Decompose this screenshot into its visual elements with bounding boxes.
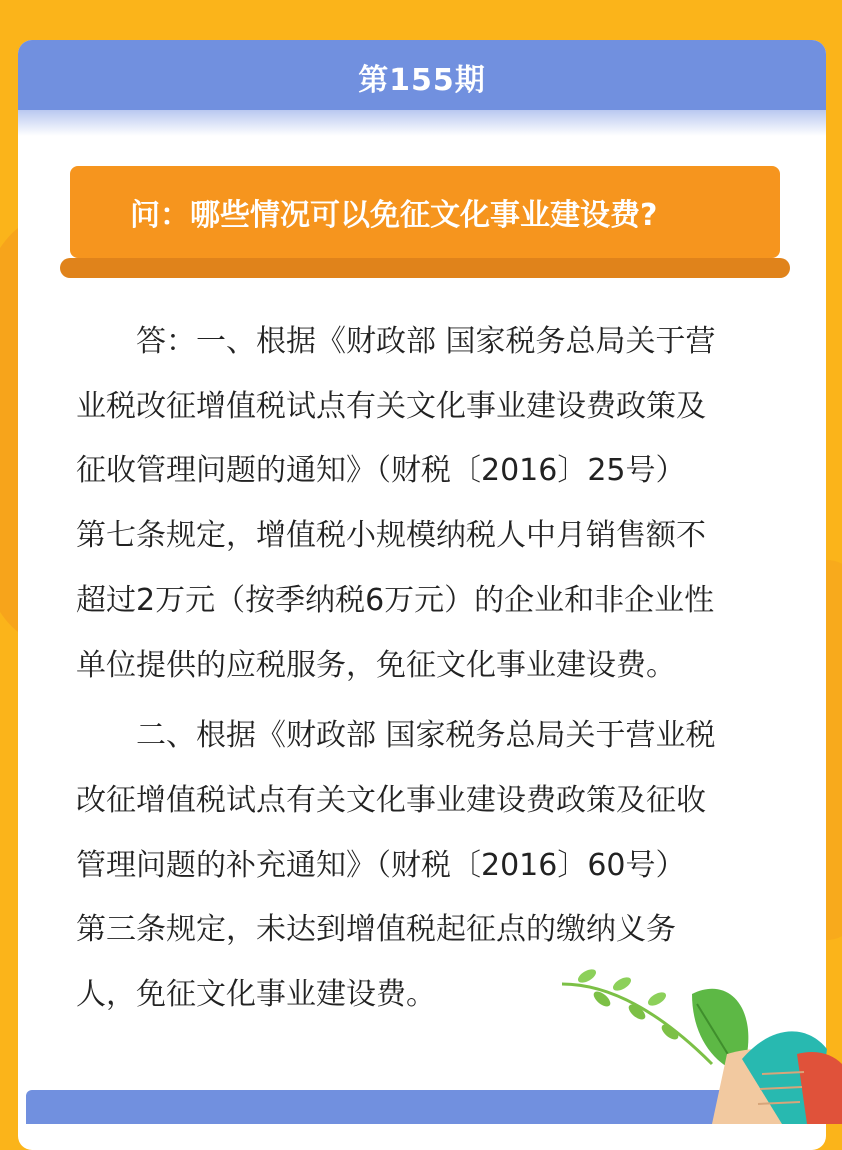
leaf-icon bbox=[562, 967, 712, 1064]
text-line: 二、根据《财政部 国家税务总局关于营业税 bbox=[136, 718, 716, 754]
text-line: 业税改征增值税试点有关文化事业建设费政策及 bbox=[76, 388, 706, 424]
text-line: 人，免征文化事业建设费。 bbox=[76, 977, 436, 1013]
text-line: 答：一、根据《财政部 国家税务总局关于营 bbox=[136, 324, 716, 359]
banner-shadow bbox=[18, 110, 826, 136]
answer-paragraph-1 bbox=[76, 310, 780, 698]
text-line: 第七条规定，增值税小规模纳税人中月销售额不 bbox=[76, 518, 706, 554]
text-line: 超过2万元（按季纳税6万元）的企业和非企业性 bbox=[76, 582, 715, 618]
answer-body bbox=[76, 310, 780, 1034]
plant-and-book-illustration bbox=[542, 954, 842, 1124]
question-box bbox=[70, 166, 780, 258]
issue-number: 第155期 bbox=[358, 63, 486, 98]
text-line: 第三条规定，未达到增值税起征点的缴纳义务 bbox=[76, 912, 676, 948]
question-text: 问：哪些情况可以免征文化事业建设费? bbox=[130, 198, 658, 233]
text-line: 改征增值税试点有关文化事业建设费政策及征收 bbox=[76, 782, 706, 818]
question-box-shadow bbox=[60, 258, 790, 278]
text-line: 征收管理问题的通知》（财税〔2016〕25号） bbox=[76, 453, 686, 489]
text-line: 管理问题的补充通知》（财税〔2016〕60号） bbox=[76, 847, 686, 883]
text-line: 单位提供的应税服务，免征文化事业建设费。 bbox=[76, 647, 676, 683]
issue-banner bbox=[18, 40, 826, 114]
